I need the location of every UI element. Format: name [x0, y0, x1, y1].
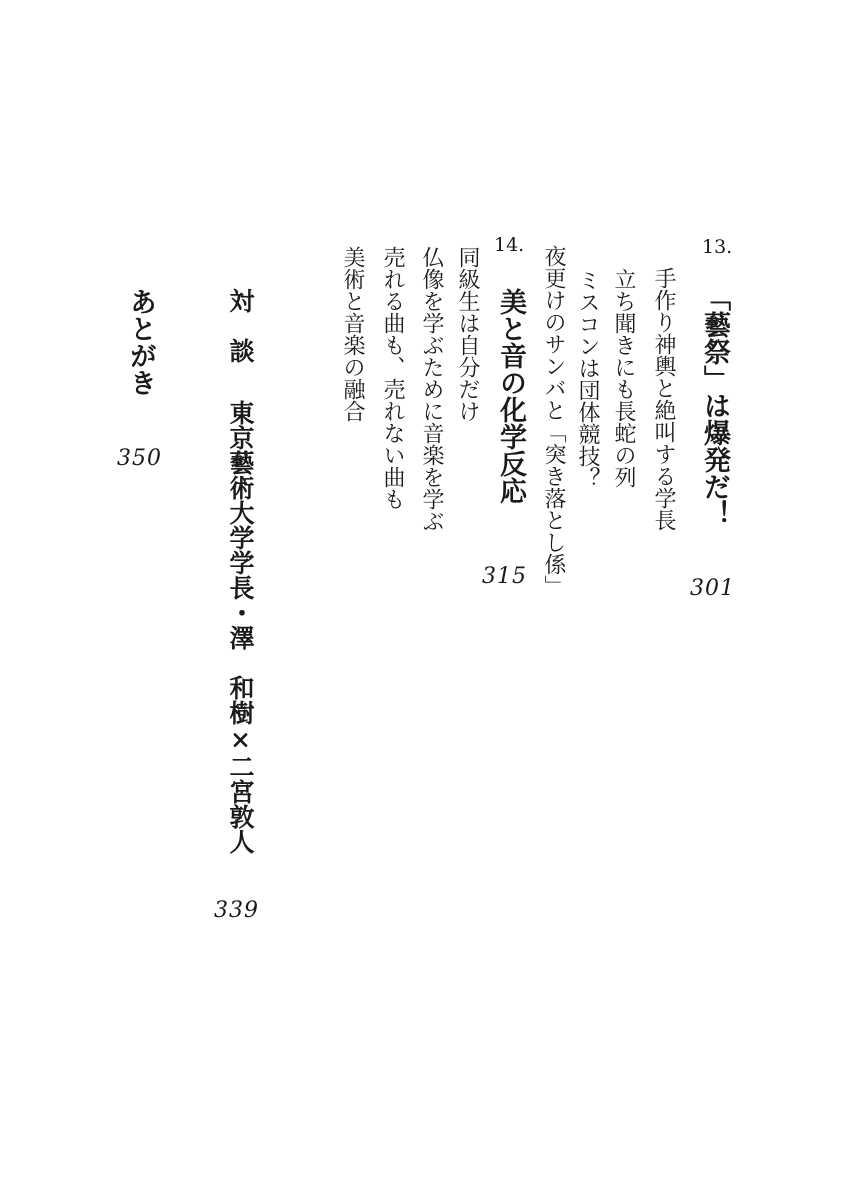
afterword-title: あとがき: [125, 288, 156, 396]
section-13-subsection-3: ミスコンは団体競技？: [575, 269, 600, 489]
section-13-number: 13.: [702, 236, 733, 258]
afterword-page-number: 350: [117, 446, 162, 471]
dialogue-title: 東京藝術大学学長・澤 和樹×二宮敦人: [226, 400, 255, 854]
section-13-subsection-1: 手作り神輿と絶叫する学長: [651, 267, 676, 531]
section-13-title: 「藝祭」は爆発だ！: [699, 284, 730, 527]
section-13-subsection-2: 立ち聞きにも長蛇の列: [611, 268, 636, 488]
section-14-title: 美と音の化学反応: [495, 288, 526, 504]
dialogue-label: 対 談: [226, 288, 255, 363]
section-14-number: 14.: [494, 234, 525, 256]
section-13-page-number: 301: [690, 576, 735, 601]
section-14-subsection-4: 美術と音楽の融合: [340, 246, 365, 422]
section-13-subsection-4: 夜更けのサンバと「突き落とし係」: [541, 245, 566, 597]
section-14-subsection-2: 仏像を学ぶために音楽を学ぶ: [419, 246, 444, 532]
section-14-subsection-3: 売れる曲も、売れない曲も: [380, 246, 405, 510]
section-14-subsection-1: 同級生は自分だけ: [455, 246, 480, 422]
dialogue-page-number: 339: [214, 898, 259, 923]
section-14-page-number: 315: [482, 564, 527, 589]
